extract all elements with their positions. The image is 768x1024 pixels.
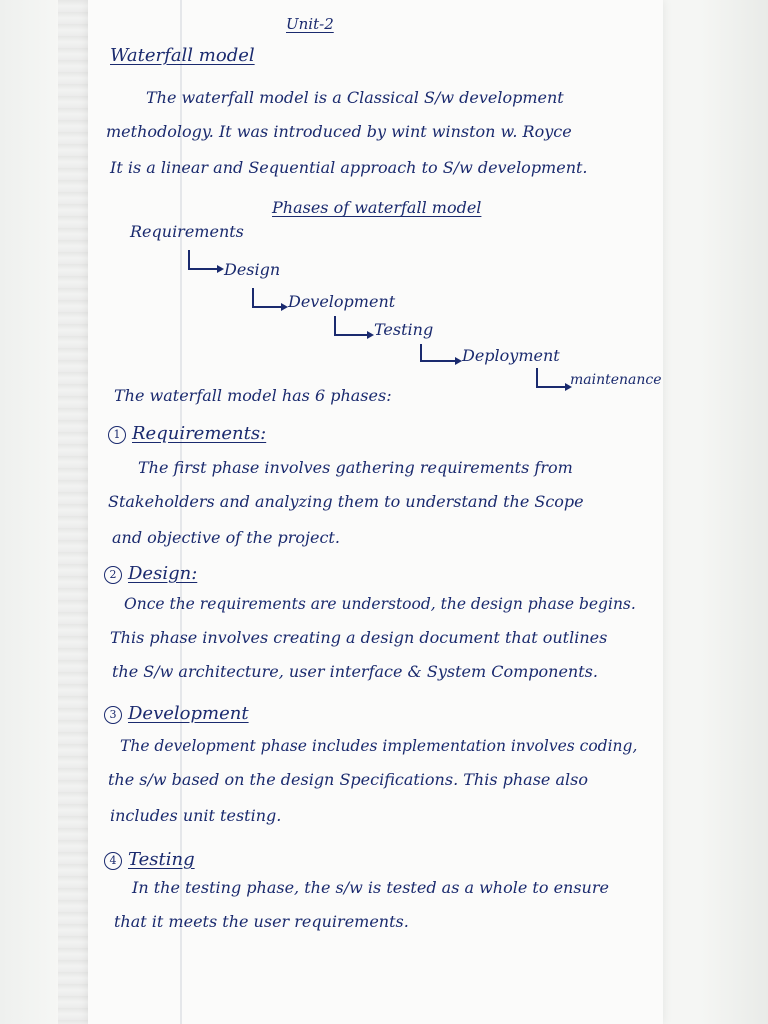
section-development-heading	[104, 704, 249, 724]
flow-arrow	[188, 250, 218, 270]
section-requirements-heading	[108, 424, 266, 444]
section-title: Design:	[128, 563, 198, 584]
flow-arrow	[420, 344, 456, 362]
section-line: In the testing phase, the s/w is tested as a whole to ensure	[132, 878, 609, 897]
section-number: 2	[104, 566, 122, 584]
flow-step-requirements: Requirements	[130, 222, 244, 241]
phases-heading: Phases of waterfall model	[272, 198, 482, 217]
flow-step-deployment: Deployment	[462, 346, 560, 365]
section-line: This phase involves creating a design document that outlines	[110, 628, 608, 647]
section-line: Once the requirements are understood, the design phase begins.	[124, 595, 636, 613]
flow-arrow	[334, 316, 368, 336]
section-testing-heading	[104, 850, 195, 870]
section-number: 3	[104, 706, 122, 724]
intro-line: The waterfall model is a Classical S/w development	[146, 88, 564, 107]
section-line: The first phase involves gathering requirements from	[138, 458, 573, 477]
section-line: Stakeholders and analyzing them to understand the Scope	[108, 492, 584, 511]
section-number: 1	[108, 426, 126, 444]
section-design-heading	[104, 564, 197, 584]
section-line: that it meets the user requirements.	[114, 912, 409, 931]
section-line: the S/w architecture, user interface & System Components.	[112, 662, 598, 681]
section-title: Requirements:	[132, 423, 267, 444]
flow-step-testing: Testing	[374, 320, 434, 339]
section-title: Testing	[128, 849, 195, 870]
section-line: and objective of the project.	[112, 528, 340, 547]
flow-step-maintenance: maintenance	[570, 372, 662, 388]
section-line: The development phase includes implementation involves coding,	[120, 737, 638, 755]
unit-label: Unit-2	[286, 15, 334, 33]
section-line: the s/w based on the design Specifications. This phase also	[108, 770, 588, 789]
margin-line	[180, 0, 182, 1024]
notebook-page	[88, 0, 663, 1024]
flow-step-design: Design	[224, 260, 281, 279]
section-number: 4	[104, 852, 122, 870]
section-title: Development	[128, 703, 249, 724]
flow-step-development: Development	[288, 292, 396, 311]
section-line: includes unit testing.	[110, 806, 282, 825]
flow-arrow	[536, 368, 566, 388]
notebook-binding	[58, 0, 88, 1024]
intro-line: It is a linear and Sequential approach to S/w development.	[110, 158, 588, 177]
intro-line: methodology. It was introduced by wint winston w. Royce	[106, 122, 572, 141]
flow-arrow	[252, 288, 282, 308]
page-title: Waterfall model	[110, 45, 255, 66]
phase-count-text: The waterfall model has 6 phases:	[114, 386, 392, 405]
